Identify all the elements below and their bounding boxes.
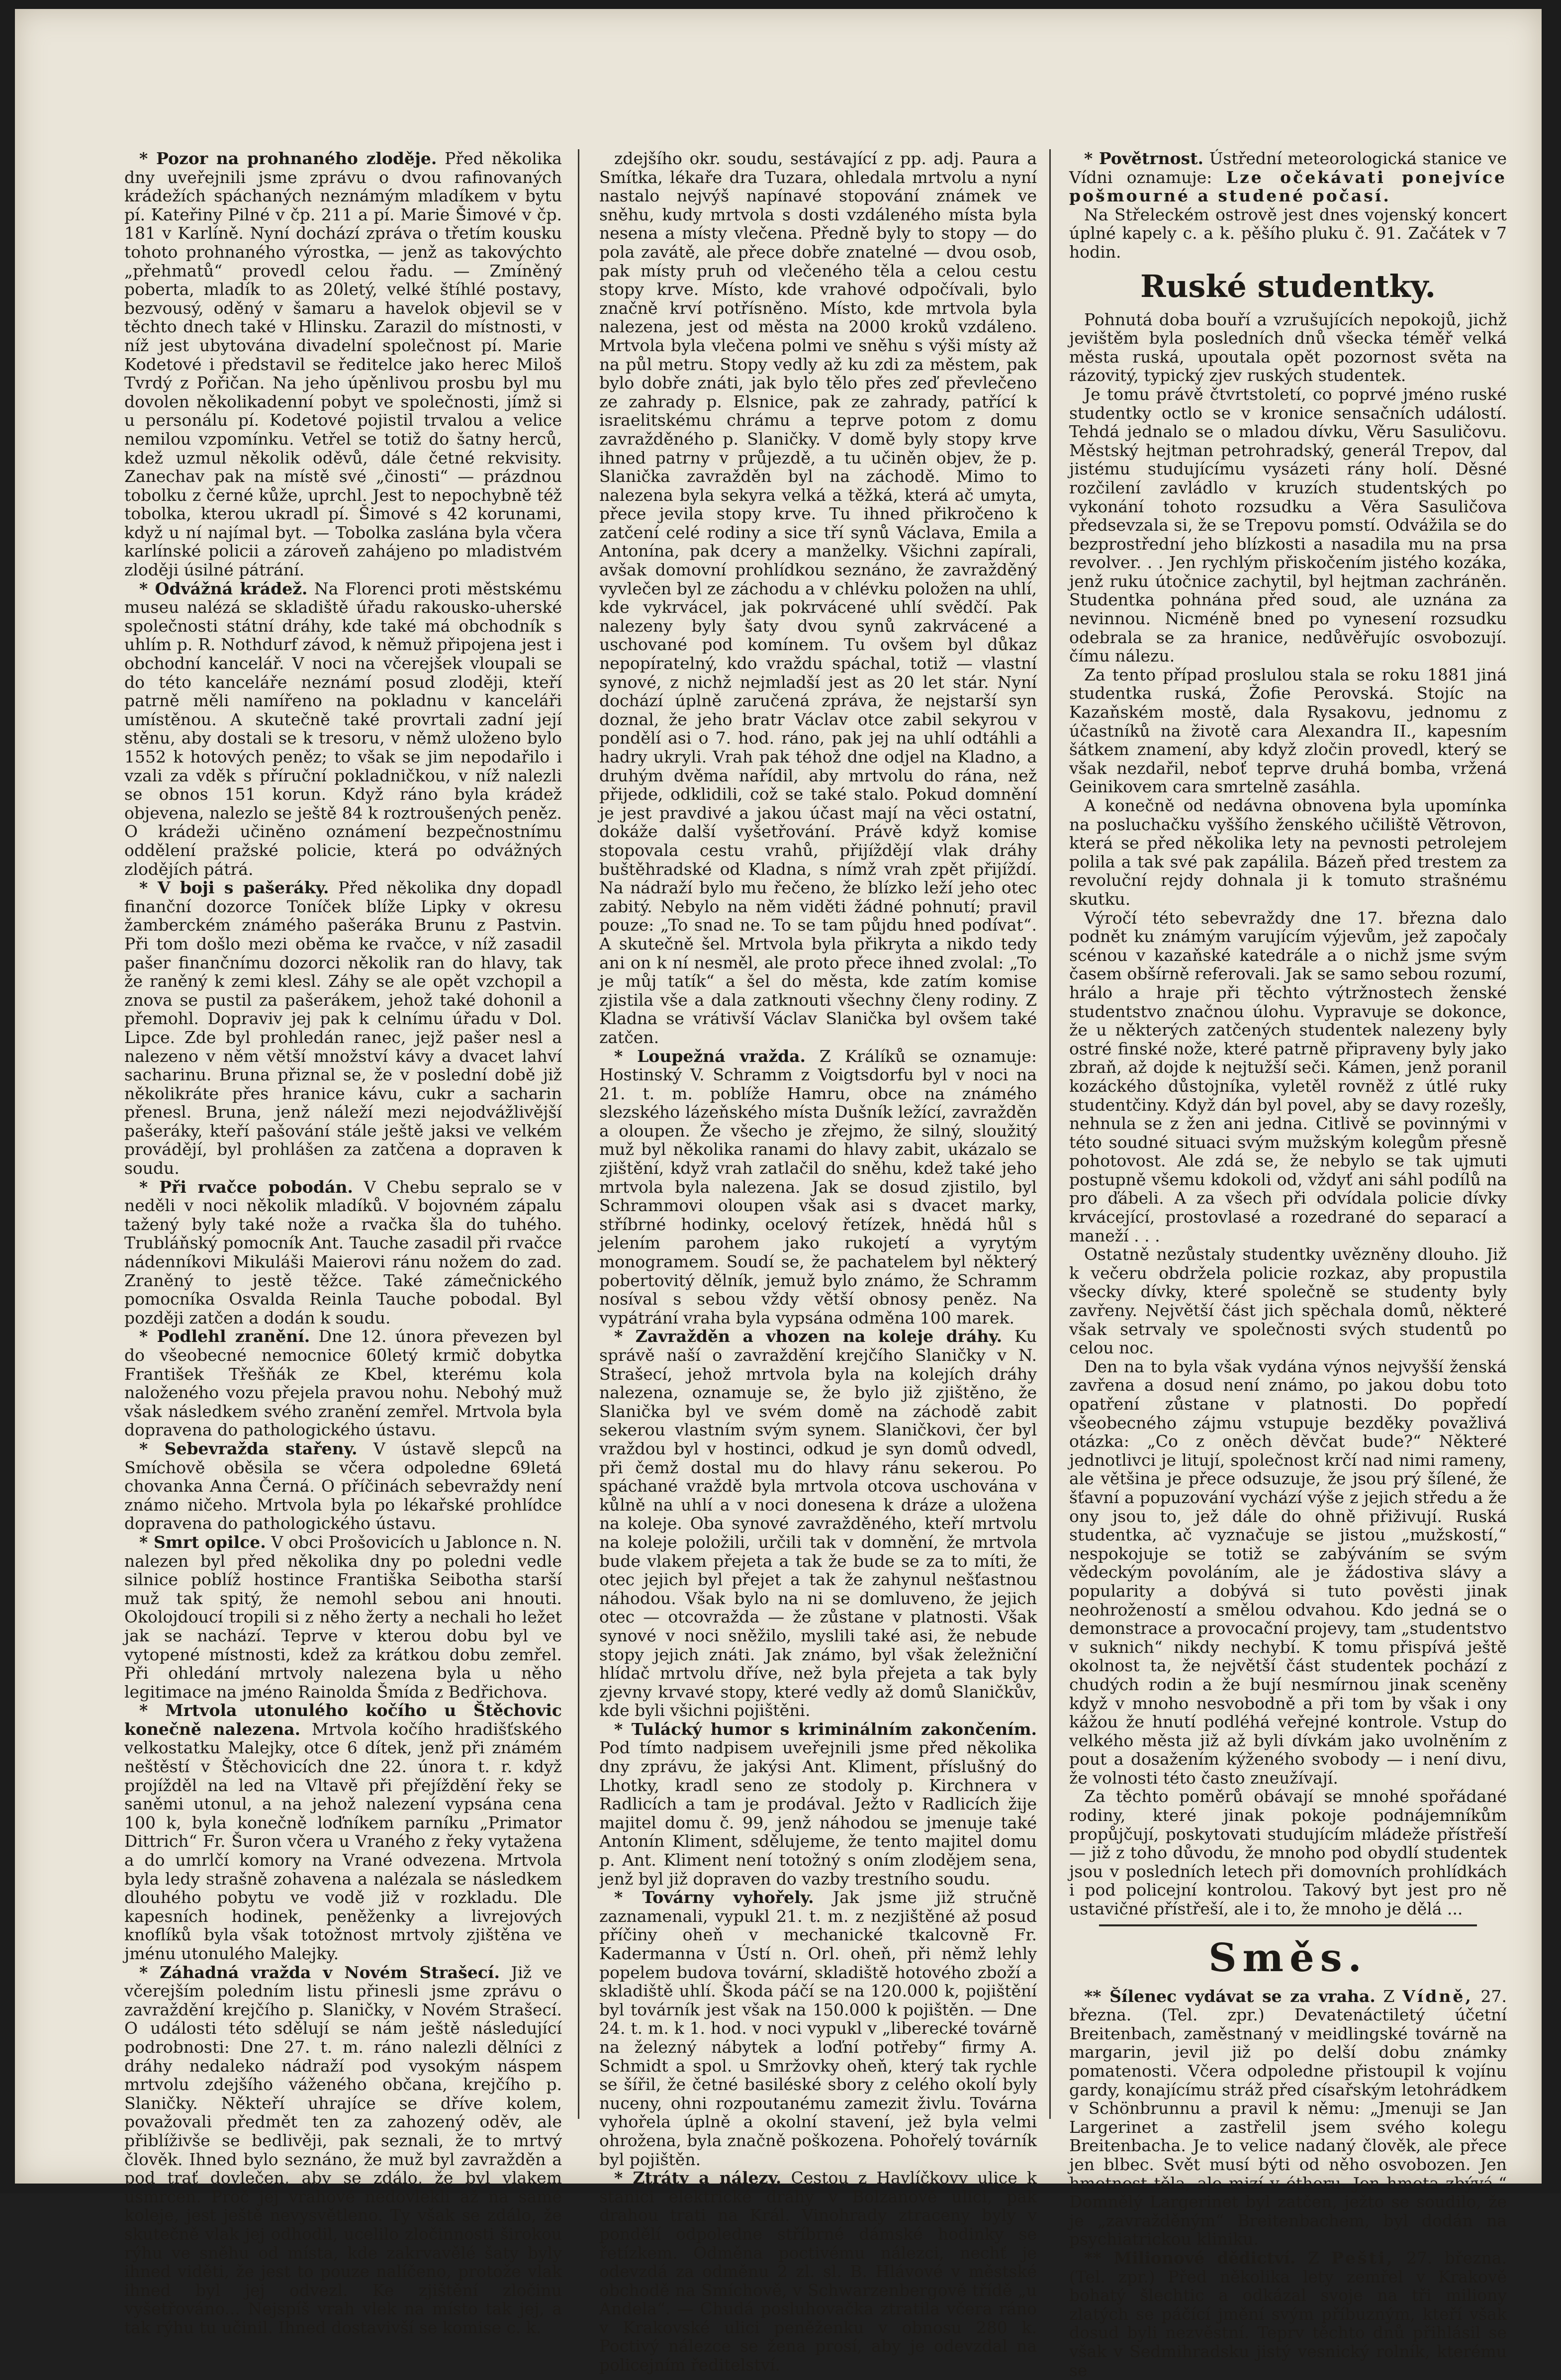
news-item-heading: * Odvážná krádež. bbox=[139, 578, 308, 598]
news-item-text: V ústavě slepců na Smíchově oběsila se včera odpoledne 69letá chovanka Anna Černá. O příčinách sebevraždy není známo ničeho. Mrtvola byla po lékařské prohlídce dopravena do pathologického ústavu. bbox=[124, 1438, 562, 1533]
news-item bbox=[124, 1439, 562, 1533]
news-item bbox=[124, 1963, 562, 2337]
column-rule-2 bbox=[1049, 149, 1051, 2119]
ornament-rule bbox=[1099, 1924, 1477, 1926]
news-item-heading: * Mrtvola utonulého kočího u Štěchovic konečně nalezena. bbox=[124, 1701, 562, 1739]
spaced-emphasis: Vídně, bbox=[1402, 1986, 1473, 2006]
article-title-ruske-studentky: Ruské studentky. bbox=[1140, 268, 1436, 304]
news-item-text: Pohnutá doba bouří a vzrušujících nepokojů, jichž jevištěm byla posledních dnů všecka téměř velká města ruská, upoutala opět pozornost světa na rázovitý, typický zjev ruských studentek. bbox=[1069, 309, 1507, 385]
news-item-heading: * Zavražděn a vhozen na koleje dráhy. bbox=[614, 1327, 1003, 1346]
news-item-text: Ku správě naší o zavraždění krejčího Slaničky v N. Strašecí, jehož mrtvola byla na kolejích dráhy nalezena, oznamuje se, že bylo již zjištěno, že Slanička byl ve svém domě na záchodě zabit sekerou vlastním svým synem. Slaničkovi, čer byl vraždou byl v hostinci, odkud je syn domů odvedl, při čemž dostal mu do hlavy ránu sekerou. Po spáchané vraždě byla mrtvola otcova uschována v kůlně na uhlí a v noci donesena k dráze a uložena na koleje. Oba synové zavražděného, kteří mrtvolu na koleje položili, určili tak v domnění, že mrtvola bude vlakem přejeta a tak že bude se za to míti, že otec jejich byl přejet a tak že zahynul nešťastnou náhodou. Však bylo na ni se domluveno, že jejich otec — otcovražda — že zůstane v platnosti. Však synové v noci sněžilo, myslili také asi, že nebude stopy jejich znáti. Jak známo, byl však želežniční hlídač mrtvolu dříve, než byla přejeta a tak byly zjevny krvavé stopy, které vedly až domů Slaničkův, kde byli všichni pojištěni. bbox=[599, 1327, 1037, 1720]
news-item bbox=[599, 2169, 1037, 2375]
news-item-heading: ** Šílenec vydávat se za vraha. bbox=[1084, 1986, 1376, 2006]
news-item-text: Již ve včerejším poledním listu přinesli jsme zprávu o zavraždění krejčího p. Slaničky, v Novém Strašecí. O události této sdělují se nám ještě následující podrobnosti: Dne 27. t. m. ráno nalezli dělníci z dráhy nedaleko nádraží pod vysokým náspem mrtvolu zdejšího váženého občana, krejčího p. Slaničky. Někteří uhrajíce se dříve kolem, považovali předmět ten za zahozený oděv, ale přiblíživše se bedlivěji, pak seznali, že to mrtvý člověk. Ihned bylo seznáno, že muž byl zavražděn a pod trať dovlečen, aby se zdálo, že byl vlakem usmrcen. Proč jej vrahové nedovlekli až na samé koleje, jest ještě nevysvětleno. Ty však se zdálo, že skutečně vlak jej odhodil, ucelilo zločinnosti širokou rýhu ve sněhu od místa, kde zakrvavělé šaty byly ihned viděti, že jest to pouze nalíčeno, protože vlak ihned byl jej odvezl. Ke zjištění zločinu vyšetřováno... Nejspíš vrah vlek na místo tak jej, a tak rýhu tu učinil. Ihned dostavivší se komise c. k. bbox=[124, 1962, 562, 2337]
column-3 bbox=[1069, 149, 1507, 2380]
news-item-text: Je tomu právě čtvrtstoletí, co poprvé jméno ruské studentky octlo se v kronice sensačních událostí. Tehdá jednalo se o mladou dívku, Věru Sasuličovu. Městský hejtman petrohradský, generál Trepov, dal jistému studujícímu vysázeti rány holí. Děsné rozčilení zavládlo v kruzích studentských po vykonání tohoto rozsudku a Věra Sasuličova předsevzala si, že se Trepovu pomstí. Odvážila se do bezprostřední jeho blízkosti a nasadila mu na prsa revolver. . . Jen rychlým přiskočením jistého kozáka, jenž ruku útočnice zachytil, byl hejtman zachráněn. Studentka pohnána před soud, ale uznána za nevinnou. Nicméně bned po vynesení rozsudku odebrala se za hranice, nedůvěřujíc osvobozují. čímu nálezu. bbox=[1069, 384, 1507, 666]
news-item-heading: * Sebevražda stařeny. bbox=[139, 1438, 358, 1458]
news-item-text: V Chebu sepralo se v neděli v noci několik mladíků. V bojovném zápalu tažený byly také nože a rvačka šla do tuhého. Trubláňský pomocník Ant. Tauche zasadil při rvačce nádenníkovi Mikuláši Maierovi ránu nožem do zad. Zraněný to jestě těžce. Také zámečnického pomocníka Osvalda Reinla Tauche pobodal. Byl později zatčen a dodán k soudu. bbox=[124, 1177, 562, 1328]
news-item bbox=[124, 1701, 562, 1963]
news-item bbox=[1069, 205, 1507, 262]
news-item-text: 27. března. (Tel. zpr.) Devatenáctiletý účetní Breitenbach, zaměstnaný v meidlingské továrně na margarin, jevil již po delší dobu známky pomatenosti. Včera odpoledne přistoupil k vojínu gardy, konajícímu stráž před císařským letohrádkem v Schönbrunnu a pravil k němu: „Jmenuji se Jan Largerinet a zastřelil jsem svého kolegu Breitenbacha. Je to velice nadaný člověk, ale přece jen blbec. Svět musí býti od něho osvobozen. Jen hmotnost těla, ale mizí v étheru. Jen hmota zbývá.“ Domnělý Largerinet byl zatčen, ježto se soudilo, že je „zavražděným“ Breitenbachem, byl dodán na psychiatrickou kliniku. bbox=[1069, 1986, 1507, 2249]
news-item bbox=[1069, 1987, 1507, 2249]
news-item bbox=[124, 149, 562, 579]
section-title-smes: Směs. bbox=[1208, 1935, 1368, 1981]
news-item-text: zdejšího okr. soudu, sestávající z pp. adj. Paura a Smítka, lékaře dra Tuzara, ohledala mrtvolu a nyní nastalo nejvýš napínavé stopování známek ve sněhu, kudy mrtvola s dosti vzdáleného místa byla nesena a místy vlečena. Předně byly to stopy — do pola zavátě, ale přece dobře znatelné — dvou osob, pak místy pruh od vlečeného těla a celou cestu stopy krve. Místo, kde vrahové odpočívali, bylo značně krví potřísněno. Místo, kde mrtvola byla nalezena, jest od města na 2000 kroků vzdáleno. Mrtvola byla vlečena polmi ve sněhu s výši místy až na půl metru. Stopy vedly až ku zdi za městem, pak bylo dobře znáti, jak bylo tělo přes zeď převlečeno ze zahrady p. Elsnice, pak ze zahrady, patřící k israelitskému chrámu a teprve potom z domu zavražděného p. Slaničky. V domě byly stopy krve ihned patrny v průjezdě, a tu učiněn objev, že p. Slanička zavražděn byl na záchodě. Mimo to nalezena byla sekyra velká a těžká, která ač umyta, přece jevila stopy krve. Tu ihned přikročeno k zatčení celé rodiny a sice tří synů Václava, Emila a Antonína, pak dcery a manželky. Všichni zapírali, avšak domovní prohlídkou seznáno, že zavražděný vyvlečen byl ze záchodu a v chlévku položen na uhlí, kde vykrvácel, jak pokrvácené uhlí svědčí. Pak nalezeny byly šaty dvou synů zakrvácené a uschované pod komínem. Tu ovšem byl důkaz nepopíratelný, kdo vraždu spáchal, totiž — vlastní synové, z nichž nejmladší jest as 20 let stár. Nyní dochází úplně zaručená zpráva, že nejstarší syn doznal, že jeho bratr Václav otce zabil sekyrou v pondělí asi o 7. hod. ráno, pak jej na uhlí odtáhli a hadry ukryli. Vrah pak téhož dne odjel na Kladno, a druhým dvěma nařídil, aby mrtvolu do rána, než přijede, odklidili, což se také stalo. Pokud domnění je jest pravdivé a jakou účast mají na věci ostatní, dokáže další vyšetřování. Právě když komise stopovala cestu vrahů, přijíždějí vlak dráhy buštěhradské od Kladna, s nímž vrah zpět přijíždí. Na nádraží bylo mu řečeno, že blízko leží jeho otec zabitý. Nebylo na něm viděti žádné pohnutí; pravil pouze: „To snad ne. To se tam půjdu hned podívat“. A skutečně šel. Mrtvola byla přikryta a nikdo tedy ani on k ní nesměl, ale proto přece ihned zvolal: „To je můj tatík“ a šel do města, kde zatím komise zjistila vše a dala zatknouti všechny členy rodiny. Z Kladna se vrátivší Václav Slanička byl ovšem také zatčen. bbox=[599, 149, 1037, 1047]
news-item-text: Za tento případ proslulou stala se roku 1881 jiná studentka ruská, Žofie Perovská. Stojíc na Kazaňském mostě, dala Rysakovu, jednomu z účastníků na životě cara Alexandra II., kapesním šátkem znamení, aby když zločin provedl, který se však nezdařil, neboť teprve druhá bomba, vržená Geinikovem cara smrtelně zasáhla. bbox=[1069, 665, 1507, 797]
news-item-heading: * Smrt opilce. bbox=[139, 1532, 266, 1552]
news-item bbox=[1069, 796, 1507, 909]
news-item-heading: * Pozor na prohnaného zloděje. bbox=[139, 149, 437, 168]
news-item-text: Cestou z Havlíčkovy ulice k stanici elektrické dráhy v Bolzanově ulici, pak drahou trati na Král. Vinohrady ztraceny byly v pondělí odpoledne stříbrné dámské hodinky se řetízkem. Odměna poctivému nálezci, nechť je odevzdá za odměnu 2 zl. sl. B. Hlávové v městské obchodě na Smíchově, v Schwarzenbergově třídě „u Andela“. — Chudá posluhovačka ztratila včera ráno v Krakovské ulici peněženku v obnosu 280 k. Poctivý nálezce se žena prosí, aby je odevzdal na policejním ředitelství. bbox=[599, 2168, 1037, 2375]
news-item bbox=[124, 878, 562, 1178]
news-item bbox=[124, 1533, 562, 1701]
news-item-heading: * Ztráty a nálezy. bbox=[614, 2168, 782, 2188]
news-item-text: Z Králíků se oznamuje: Hostinský V. Schramm z Voigtsdorfu byl v noci na 21. t. m. poblíže Hamru, obce na známého slezského lázeňského místa Dušník ležící, zavražděn a oloupen. Že všecho je zřejmo, že silný, sloužitý muž byl několika ranami do hlavy zabit, ukázalo se zjištění, když vrah zatlačil do sněhu, kdež také jeho mrtvola byla nalezena. Jak se dosud zjistilo, byl Schrammovi oloupen však asi s dvacet marky, stříbrné hodinky, ocelový řetízek, hnědá hůl s jelením parohem jako rukojetí a vyrytým monogramem. Soudí se, že pachatelem byl některý pobertovitý dělník, jemuž bylo známo, že Schramm nosíval s sebou vždy větší obnosy peněz. Na vypátrání vraha byla vypsána odměna 100 marek. bbox=[599, 1046, 1037, 1328]
news-item-text: Výročí této sebevraždy dne 17. března dalo podnět ku známým varujícím výjevům, jež započaly scénou v kazaňské katedrále a o nichž jsme svým časem obšírně referovali. Jak se samo sebou rozumí, hrálo a hraje při těchto výtržnostech ženské studentstvo značnou úlohu. Vypravuje se dokonce, že u některých zatčených studentek nalezeny byly ostré finské nože, které patrně připraveny byly jako zbraň, až dojde k nejtužší seči. Kámen, jenž poranil kozáckého důstojníka, vyletěl rovněž z útlé ruky studentčiny. Když dán byl povel, aby se davy rozešly, nehnula se z žen ani jedna. Citlivě se povinnými v této soudné situaci svým mužským kolegům přesně pohotovost. Ale zdá se, že nebylo se tak ujmuti postupně všemu kdokoli od, vždyť ani sáhl podílů na pro ďábeli. A za všech při odvídala policie dívky krvácející, prostovlasé a rozedrané do separací a maneží . . . bbox=[1069, 908, 1507, 1245]
news-item-heading: * V boji s pašeráky. bbox=[139, 878, 329, 898]
spaced-emphasis: Lze očekávati ponejvíce pošmourné a studené počasí. bbox=[1069, 167, 1507, 206]
news-item-text: Pod tímto nadpisem uveřejnili jsme před několika dny zprávu, že jakýsi Ant. Kliment, příslušný do Lhotky, kradl seno ze stodoly p. Kirchnera v Radlicích a tam je prodával. Ježto v Radlicích žije majitel domu č. 99, jenž náhodou se jmenuje také Antonín Kliment, sdělujeme, že tento majitel domu p. Ant. Kliment není totožný s oním zlodějem sena, jenž byl již dopraven do vazby trestního soudu. bbox=[599, 1738, 1037, 1889]
news-item-heading: * Tulácký humor s kriminálním zakončením. bbox=[614, 1719, 1037, 1739]
news-item bbox=[1069, 1357, 1507, 1788]
news-item bbox=[1069, 2249, 1507, 2380]
column-rule-1 bbox=[578, 149, 579, 2119]
news-item bbox=[599, 1888, 1037, 2169]
news-item-text: 27. března. (Tel. zpr.) Před několika lety zemřel v Krakově bohatý šlechtic a odkázal svoje na tři miliony zlatých se páčící jmění svým příbuzným, kteří však dosud byli nezvěstní. Teprv těchto dnů přihlásil se však v Sedmihradsku jistý vesnický rolník, kterému se bbox=[1069, 2248, 1507, 2380]
news-item bbox=[124, 579, 562, 879]
news-item-heading: ** Milionové dědictví. bbox=[1084, 2248, 1296, 2268]
spaced-emphasis: Pešti, bbox=[1331, 2248, 1394, 2268]
news-item bbox=[1069, 1787, 1507, 1918]
news-item-heading: * Loupežná vražda. bbox=[614, 1046, 806, 1066]
news-item bbox=[1069, 1245, 1507, 1357]
news-item-text: Den na to byla však vydána výnos nejvyšší ženská zavřena a dosud není známo, po jakou dobu toto opatření zůstane v platnosti. Do popředí všeobecného zájmu vstupuje bezděky považlivá otázka: „Co z oněch děvčat bude?“ Některé jednotlivci je litují, společnost krčí nad nimi rameny, ale většina je přece odsuzuje, že jsou prý šílené, že šťavní a popuzování vychází výše z jejich středu a že ony jsou to, jež dále do ohně přiživují. Ruská studentka, ač vyznačuje se jistou „mužskostí,“ nespokojuje se totiž se zabýváním se svým vědeckým povoláním, ale je žádostiva slávy a popularity a dobývá si tuto pověsti jinak neohrožeností a smělou odvahou. Kdo jedná se o demonstrace a provocační projevy, tam „studentstvo v suknich“ nikdy nechybí. K tomu přispívá ještě okolnost ta, že největší část studentek pochází z chudých rodin a že bují nesmírnou jinak sceněny když v mnoho nesvobodně a při tom by však i ony kážou že hnutí podléhá veřejné kontrole. Vstup do velkého města již až byli dívkám jako uvolněním z pout a dosažením kýženého svobody — i není divu, že volnosti této často zneužívají. bbox=[1069, 1356, 1507, 1788]
news-item-text: Za těchto poměrů obávají se mnohé spořádané rodiny, které jinak pokoje podnájemníkům propůjčují, poskytovati studujícím mládeže přístřeší — již z toho důvodu, že mnoho pod obydlí studentek jsou v posledních letech při domovních prohlídkách i pod policejní kontrolou. Takový byt jest pro ně ustavičné přístřeší, ale i to, že mnoho je dělá ... bbox=[1069, 1787, 1507, 1919]
news-item bbox=[599, 1327, 1037, 1719]
news-item-heading: * Podlehl zranění. bbox=[139, 1327, 310, 1346]
news-item-text: Před několika dny dopadl finanční dozorce Toníček blíže Lipky v okresu žamberckém známého pašeráka Brunu z Pastvin. Při tom došlo mezi oběma ke rvačce, v níž zasadil pašer finančnímu dozorci několik ran do hlavy, tak že raněný k zemi klesl. Záhy se ale opět vzchopil a znova se pustil za pašerákem, jehož také dohonil a přemohl. Dopraviv jej pak k celnímu úřadu v Dol. Lipce. Zde byl prohledán ranec, jejž pašer nesl a nalezeno v něm větší množství kávy a dvacet lahví sacharinu. Bruna přiznal se, že v poslední době již několikráte přes hranice kávu, cukr a sacharin přenesl. Bruna, jenž náleží mezi nejodvážlivější pašeráky, kteří pašování stále ještě jaksi ve velkém provádějí, byl prohlášen za zatčena a dopraven k soudu. bbox=[124, 878, 562, 1178]
news-item bbox=[124, 1178, 562, 1328]
news-item-text: Ostatně nezůstaly studentky uvězněny dlouho. Již k večeru obdržela policie rozkaz, aby propustila všecky dívky, které společně se studenty byly zavřeny. Největší část jich spěchala domů, některé však setrvaly ve společnosti svých studentů po celou noc. bbox=[1069, 1244, 1507, 1358]
news-item bbox=[599, 1720, 1037, 1888]
news-item-heading: * Povětrnost. bbox=[1084, 149, 1203, 168]
news-item bbox=[1069, 310, 1507, 385]
news-item-text: Z bbox=[1295, 2248, 1331, 2268]
news-item-text: Z bbox=[1375, 1986, 1403, 2006]
news-item-text: Ústřední meteorologická stanice ve Vídni oznamuje: bbox=[1069, 149, 1507, 187]
news-item-text: A konečně od nedávna obnovena byla upomínka na posluchačku vyššího ženského učiliště Větrovon, která se před několika lety na pevnosti petrolejem polila a tak své pak zapálila. Bázeň před trestem za revoluční rejdy dohnala ji k tomuto strašnému skutku. bbox=[1069, 796, 1507, 909]
news-item bbox=[599, 1047, 1037, 1328]
news-item-text: Na Střeleckém ostrově jest dnes vojenský koncert úplné kapely c. a k. pěšího pluku č. 91. Začátek v 7 hodin. bbox=[1069, 204, 1507, 262]
news-item bbox=[124, 1327, 562, 1439]
news-item bbox=[1069, 149, 1507, 205]
news-item-text: Dne 12. února převezen byl do všeobecné nemocnice 60letý krmič dobytka František Třešňák ze Kbel, kterému kola naloženého vozu přejela pravou nohu. Nebohý muž však následkem svého zranění zemřel. Mrtvola byla dopravena do pathologického ústavu. bbox=[124, 1327, 562, 1440]
news-item-text: Před několika dny uveřejnili jsme zprávu o dvou rafinovaných krádežích spáchaných neznámým mladíkem v bytu pí. Kateřiny Pilné v čp. 211 a pí. Marie Šimové v čp. 181 v Karlíně. Nyní dochází zpráva o třetím kousku tohoto prohnaného výrostka, — jenž as takovýchto „přehmatů“ provedl celou řadu. — Zmíněný poberta, mladík to as 20letý, velké štíhlé postavy, bezvousý, oděný v šamaru a havelok objevil se v těchto dnech také v Hlinsku. Zarazil do místnosti, v níž jest ubytována divadelní společnost pí. Marie Kodetové i představil se ředitelce jako herec Miloš Tvrdý z Pořičan. Na jeho úpěnlivou prosbu byl mu dovolen několikadenní pobyt ve společnosti, jímž si u personálu pí. Kodetové pojistil trvalou a velice nemilou vzpomínku. Vetřel se totiž do šatny herců, kdež uzmul několik oděvů, dále četné rekvisity. Zanechav pak na místě své „činosti“ — prázdnou tobolku z černé kůže, uprchl. Jest to nepochybně též tobolka, kterou ukradl pí. Šimové s 42 korunami, když u ní najímal byt. — Tobolka zaslána byla včera karlínské policii a zároveň zahájeno po mladistvém zloději úsilné pátrání. bbox=[124, 149, 562, 580]
news-item-text: Na Florenci proti městskému museu nalézá se skladiště úřadu rakousko-uherské společnosti státní dráhy, kde také má obchodník s uhlím p. R. Nothdurf závod, k němuž připojena jest i obchodní kancelář. V noci na včerejšek vloupali se do této kanceláře neznámí posud zloději, kteří patrně měli namířeno na pokladnu v kanceláři umístěnou. A skutečně také provrtali zadní její stěnu, aby dostali se k tresoru, v němž uloženo bylo 1552 k hotových peněz; to však se jim nepodařilo i vzali za vděk s příruční pokladničkou, v níž nalezli se obnos 151 korun. Když ráno byla krádež objevena, nalezlo se ještě 84 k roztroušených peněz. O krádeži učiněno oznámení bezpečnostnímu oddělení pražské policie, která po odvážných zlodějích pátrá. bbox=[124, 578, 562, 879]
news-item-text: Mrtvola kočího hradišťského velkostatku Malejky, otce 6 dítek, jenž při známém neštěstí v Štěchovicích dne 22. února t. r. když projížděl na led na Vltavě při přejíždění řeky se saněmi utonul, a na jehož nalezení vypsána cena 100 k, byla konečně loďníkem parníku „Primator Dittrich“ Fr. Šuron včera u Vraného z řeky vytažena a do umrlčí komory na Vrané odvezena. Mrtvola byla ledy strašně zohavena a nalézala se následkem dlouhého pobytu ve vodě již v rozkladu. Dle kapesních hodinek, peněženky a livrejových knoflíků byla však totožnost mrtvoly zjištěna ve jménu utonulého Malejky. bbox=[124, 1719, 562, 1963]
column-1 bbox=[124, 149, 562, 2337]
news-item bbox=[1069, 909, 1507, 1245]
news-item-text: Jak jsme již stručně zaznamenali, vypukl 21. t. m. z nezjištěné až posud příčiny oheň v mechanické tkalcovně Fr. Kadermanna v Ústí n. Orl. oheň, při němž lehly popelem budova tovární, skladiště hotového zboží a skladiště uhlí. Škoda páčí se na 120.000 k, pojištění byl továrník jest však na 150.000 k pojištěn. — Dne 24. t. m. k 1. hod. v noci vypukl v „liberecké továrně na železný nábytek a loďní potřeby“ firmy A. Schmidt a spol. u Smržovky oheň, který tak rychle se šířil, že četné basiléské sbory z celého okolí byly nuceny, ohni rozpoutanému zamezit živlu. Továrna vyhořela úplně a okolní stavení, jež byla velmi ohrožena, byla značně poškozena. Pohořelý továrník byl pojištěn. bbox=[599, 1888, 1037, 2169]
column-2 bbox=[599, 149, 1037, 2375]
news-item-heading: * Záhadná vražda v Novém Strašecí. bbox=[139, 1962, 500, 1982]
news-item-text: V obci Prošovicích u Jablonce n. N. nalezen byl před několika dny po poledni vedle silnice poblíž hostince Františka Seibotha starší muž tak spitý, že nemohl sebou ani hnouti. Okolojdoucí tropili si z něho žerty a nechali ho ležet jak se nachází. Teprve v kterou dobu byl ve vytopené místnosti, kdež za krátkou dobu zemřel. Při ohledání mrtvoly nalezena byla u něho legitimace na jméno Rainolda Šmída z Bedřichova. bbox=[124, 1532, 562, 1702]
news-item-heading: * Při rvačce pobodán. bbox=[139, 1177, 353, 1197]
news-item bbox=[1069, 385, 1507, 666]
news-item bbox=[599, 149, 1037, 1047]
news-item bbox=[1069, 666, 1507, 796]
news-item-heading: * Továrny vyhořely. bbox=[614, 1888, 814, 1907]
